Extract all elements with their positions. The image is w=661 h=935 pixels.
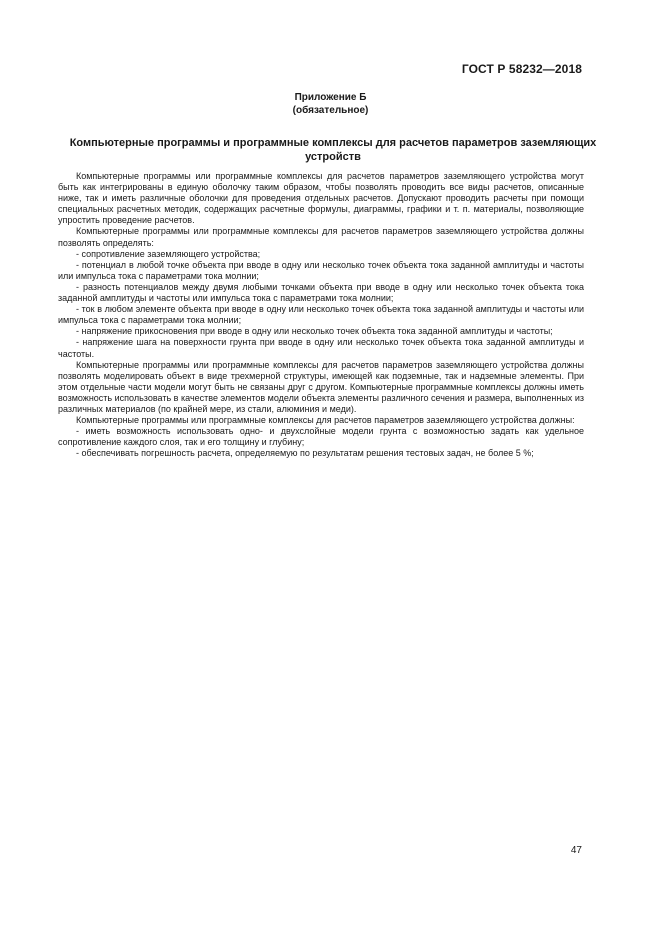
list-item: - ток в любом элементе объекта при вводе в одну или несколько точек объекта тока заданной амплитуды и частоты или импульса тока с параметрами тока молнии;: [58, 304, 584, 326]
appendix-heading: [0, 91, 661, 117]
standard-code: ГОСТ Р 58232—2018: [461, 62, 582, 76]
list-item: - сопротивление заземляющего устройства;: [76, 248, 261, 259]
appendix-status: (обязательное): [292, 105, 369, 116]
paragraph: Компьютерные программы или программные комплексы для расчетов параметров заземляющего устройства должны позволять определять:: [58, 226, 584, 248]
paragraph: Компьютерные программы или программные комплексы для расчетов параметров заземляющего устройства могут быть как интегрированы в единую оболочку таким образом, чтобы позволять проводить все виды расчетов, описанные ниже, так и иметь различные оболочки для проведения отдельных расчетов. Допускают проводить расчеты при помощи специальных расчетных методик, содержащих расчетные формулы, диаграммы, графики и т. п. материалы, позволяющие упростить проведение расчетов.: [58, 171, 584, 226]
list-item: - иметь возможность использовать одно- и двухслойные модели грунта с возможностью задать как удельное сопротивление каждого слоя, так и его толщину и глубину;: [58, 426, 584, 448]
list-item: - напряжение прикосновения при вводе в одну или несколько точек объекта тока заданной амплитуды и частоты;: [76, 326, 553, 337]
paragraph: Компьютерные программы или программные комплексы для расчетов параметров заземляющего устройства должны:: [76, 415, 575, 426]
body-text: [58, 171, 584, 459]
list-item: - разность потенциалов между двумя любыми точками объекта при вводе в одну или несколько точек объекта тока заданной амплитуды и частоты или импульса тока с параметрами тока молнии;: [58, 281, 584, 304]
page-number: 47: [570, 845, 582, 856]
appendix-title: Приложение Б: [294, 92, 367, 103]
list-item: - обеспечивать погрешность расчета, определяемую по результатам решения тестовых задач, не более 5 %;: [76, 448, 534, 459]
list-item: - потенциал в любой точке объекта при вводе в одну или несколько точек объекта тока заданной амплитуды и частоты или импульса тока с параметрами тока молнии;: [58, 259, 584, 281]
paragraph: Компьютерные программы или программные комплексы для расчетов параметров заземляющего устройства должны позволять моделировать объект в виде трехмерной структуры, имеющей как подземные, так и надземные элементы. При этом отдельные части модели могут быть не связаны друг с другом. Компьютерные программные комплексы должны иметь возможность использовать в качестве элементов модели объекта элементы различного сечения и размера, выполненных из различных материалов (по крайней мере, из стали, алюминия и меди).: [58, 359, 584, 414]
section-title: Компьютерные программы и программные комплексы для расчетов параметров заземляющих устройств: [69, 137, 597, 163]
list-item: - напряжение шага на поверхности грунта при вводе в одну или несколько точек объекта тока заданной амплитуды и частоты.: [58, 337, 584, 359]
